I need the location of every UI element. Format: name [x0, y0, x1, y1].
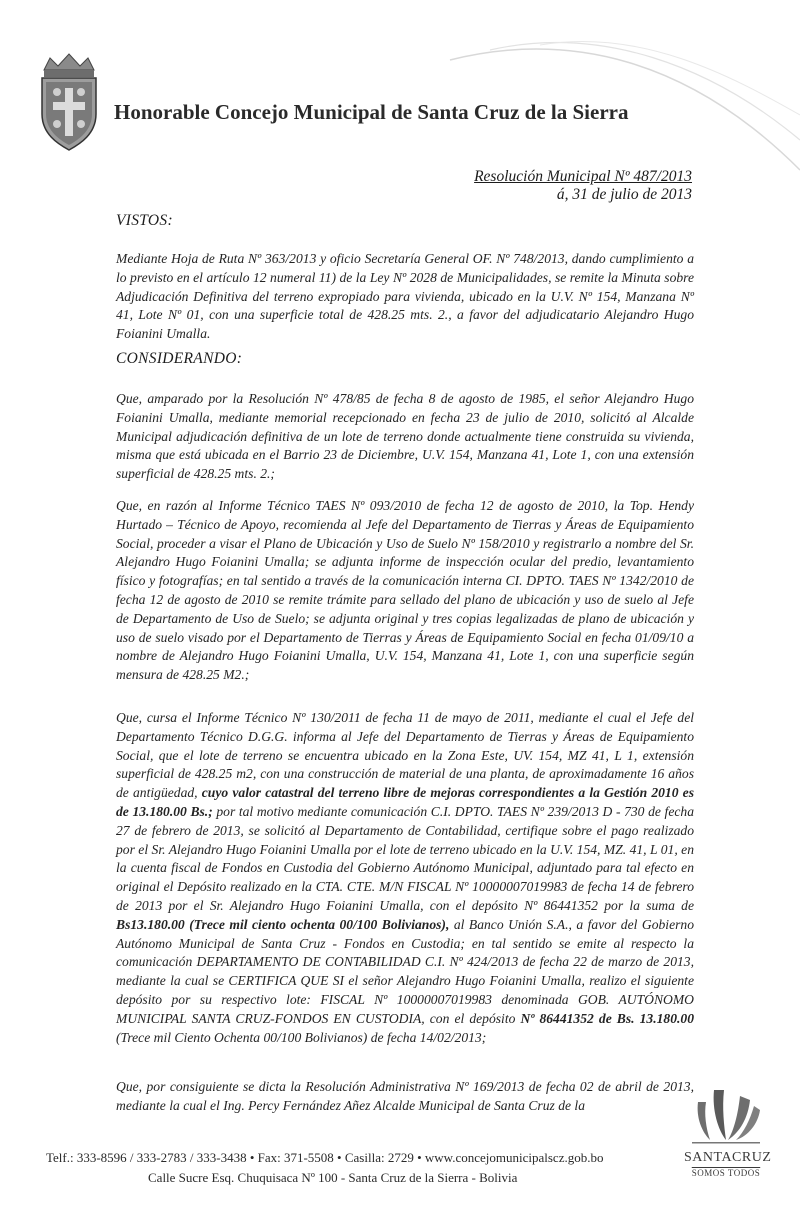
vistos-paragraph: Mediante Hoja de Ruta Nº 363/2013 y oficio Secretaría General OF. Nº 748/2013, dando cumplimiento a lo previsto en el artículo 12 numeral 11) de la Ley Nº 2028 de Municipalidades, se remite la Minuta sobre Adjudicación Definitiva del terreno expropiado para vivienda, ubicado en la U.V. Nº 154, Manzana Nº 41, Lote Nº 01, con una superficie total de 428.25 mts. 2., a favor del adjudicatario Alejandro Hugo Foianini Umalla. — [116, 251, 694, 342]
p3-text-e: al Banco Unión S.A., a favor del Gobierno Autónomo Municipal de Santa Cruz - Fondos en Custodia; en tal sentido se emite al respecto la comunicación DEPARTAMENTO DE CONTABILIDAD C.I. Nº 424/2013 de fecha 22 de marzo de 2013, mediante la cual se CERTIFICA QUE SI el señor Alejandro Hugo Foianini Umalla, realizo el siguiente depósito por su respectivo lote: FISCAL Nº 10000007019983 denominada GOB. AUTÓNOMO MUNICIPAL SANTA CRUZ-FONDOS EN CUSTODIA, con el depósito — [116, 916, 694, 1026]
footer-address: Calle Sucre Esq. Chuquisaca Nº 100 - Santa Cruz de la Sierra - Bolivia — [148, 1170, 518, 1185]
logo-tagline: SOMOS TODOS — [691, 1168, 761, 1178]
resolution-date: á, 31 de julio de 2013 — [556, 186, 692, 203]
p3-text-c: por tal motivo mediante comunicación C.I. DPTO. TAES Nº 239/2013 D - 730 de fecha 27 de febrero de 2013, se solicitó al Departamento de Contabilidad, certifique sobre el pago realizado por el Sr. Alejandro Hugo Foianini Umalla por el lote de terreno ubicado en la U.V. 154, MZ. 41, L 01, en la cuenta fiscal de Fondos en Custodia del Gobierno Autónomo Municipal, adjuntado para tal efecto en original el Depósito realizado en la CTA. CTE. M/N FISCAL Nº 10000007019983 de fecha 14 de febrero de 2013 por el Sr. Alejandro Hugo Foianini Umalla, con el depósito Nº 86441352 por la suma de — [116, 803, 694, 913]
p3-catastral-value: cuyo valor catastral del terreno libre de mejoras correspondientes a la Gestión 2010 es de 13.180.00 Bs.; — [116, 785, 695, 819]
considerando-paragraph-1: Que, amparado por la Resolución Nº 478/85 de fecha 8 de agosto de 1985, el señor Alejandro Hugo Foianini Umalla, mediante memorial recepcionado en fecha 23 de julio de 2010, solicitó al Alcalde Municipal adjudicación definitiva de un lote de terreno donde actualmente tiene construida su vivienda, misma que está ubicada en el Barrio 23 de Diciembre, U.V. 154, Manzana 41, Lote 1, con una extensión superficial de 428.25 mts. 2.; — [116, 391, 694, 482]
p3-text-g: (Trece mil Ciento Ochenta 00/100 Bolivianos) de fecha 14/02/2013; — [116, 1029, 487, 1045]
p3-deposit-amount: Bs13.180.00 (Trece mil ciento ochenta 00/100 Bolivianos), — [116, 916, 450, 932]
organization-name: Honorable Concejo Municipal de Santa Cruz de la Sierra — [114, 100, 629, 124]
considerando-paragraph-3 — [116, 709, 694, 1047]
p3-text-a: Que, cursa el Informe Técnico Nº 130/2011 de fecha 11 de mayo de 2011, mediante el cual el Jefe del Departamento Técnico D.G.G. informa al Jefe del Departamento de Tierras y Áreas de Equipamiento Social, que el lote de terreno se encuentra ubicado en la Zona Este, UV. 154, MZ 41, L 1, extensión superficial de 428.25 m2, con una construcción de material de una planta, de aproximadamente 16 años de antigüedad, — [116, 710, 694, 801]
santa-cruz-logo-icon — [684, 1082, 772, 1198]
logo-wordmark: SANTACRUZ — [684, 1150, 772, 1165]
considerando-paragraph-2: Que, en razón al Informe Técnico TAES Nº 093/2010 de fecha 12 de agosto de 2010, la Top. Hendy Hurtado – Técnico de Apoyo, recomienda al Jefe del Departamento de Tierras y Áreas de Equipamiento Social, proceder a visar el Plano de Ubicación y Uso de Suelo Nº 158/2010 y registrarlo a nombre del Sr. Alejandro Hugo Foianini Umalla; se adjunta informe de inspección ocular del predio, levantamiento físico y fotografías; en tal sentido a través de la comunicación interna CI. DPTO. TAES Nº 1342/2010 de fecha 12 de agosto de 2010 se remite trámite para sellado del plano de ubicación y uso de suelo al Jefe de Departamento de Uso de Suelo; se adjunta original y tres copias legalizadas de plano de ubicación y uso de suelo visado por el Departamento de Tierras y Áreas de Equipamiento Social en fecha 01/09/10 a nombre de Alejandro Hugo Foianini Umalla, U.V. 154, Manzana 41, Lote 1, con una superficie según mensura de 428.25 M2.; — [116, 498, 694, 683]
considerando-heading: CONSIDERANDO: — [116, 350, 243, 367]
p3-deposit-number: Nº 86441352 de Bs. 13.180.00 — [520, 1010, 694, 1026]
considerando-paragraph-4: Que, por consiguiente se dicta la Resolución Administrativa Nº 169/2013 de fecha 02 de abril de 2013, mediante la cual el Ing. Percy Fernández Añez Alcalde Municipal de Santa Cruz de la — [116, 1079, 694, 1113]
footer-contact: Telf.: 333-8596 / 333-2783 / 333-3438 • Fax: 371-5508 • Casilla: 2729 • www.concejomunicipalscz.gob.bo — [46, 1150, 604, 1165]
coat-of-arms-icon — [36, 52, 102, 156]
vistos-heading: VISTOS: — [116, 212, 173, 229]
resolution-title: Resolución Municipal Nº 487/2013 — [474, 168, 692, 185]
